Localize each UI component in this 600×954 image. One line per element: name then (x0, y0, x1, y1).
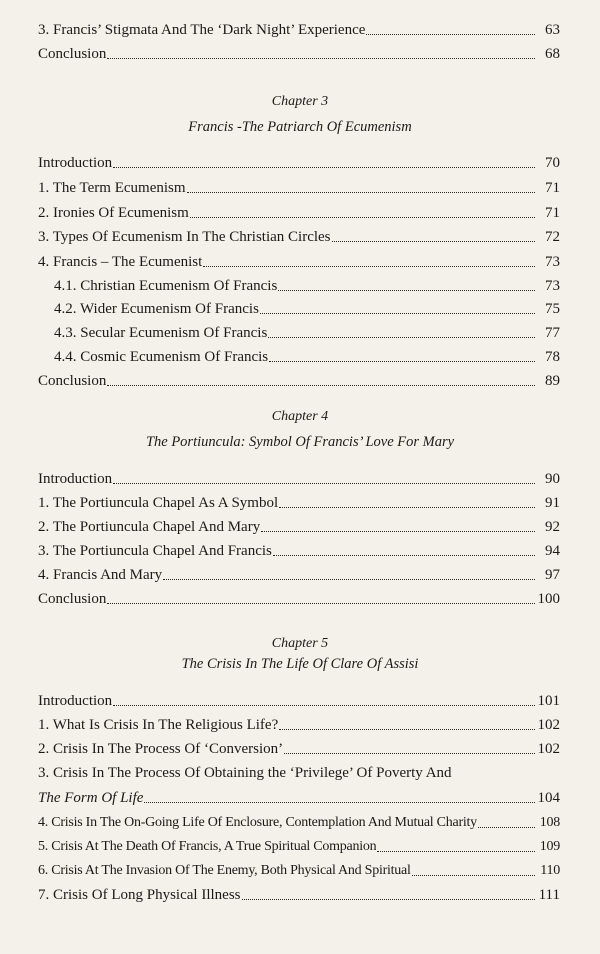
leader-dots (187, 191, 535, 193)
toc-entry (38, 692, 560, 710)
leader-dots (203, 265, 535, 267)
leader-dots (260, 312, 535, 314)
toc-entry-page: 102 (537, 717, 560, 733)
leader-dots (273, 554, 535, 556)
toc-entry (38, 470, 560, 488)
toc-entry (38, 494, 560, 512)
leader-dots (107, 384, 535, 386)
leader-dots (377, 850, 535, 852)
toc-entry (38, 886, 560, 904)
leader-dots (113, 166, 535, 168)
leader-dots (242, 898, 536, 900)
chapter-label: Chapter 3 (271, 94, 329, 109)
leader-dots (107, 57, 535, 59)
leader-dots (113, 482, 535, 484)
leader-dots (278, 289, 535, 291)
toc-entry-page: 71 (545, 180, 560, 196)
toc-entry-title: Conclusion (38, 373, 107, 389)
toc-entry-title: The Form Of Life (38, 790, 144, 806)
toc-entry-title: 4. Crisis In The On-Going Life Of Enclosure, Contemplation And Mutual Charity (38, 815, 477, 830)
chapter-title: Francis -The Patriarch Of Ecumenism (188, 119, 412, 135)
leader-dots (113, 704, 535, 706)
toc-entry-page: 89 (545, 373, 560, 389)
toc-entry-title: 3. The Portiuncula Chapel And Francis (38, 543, 272, 559)
toc-entry (38, 862, 560, 880)
leader-dots (284, 752, 535, 754)
toc-entry (38, 253, 560, 271)
toc-entry-title: 2. Ironies Of Ecumenism (38, 205, 189, 221)
toc-entry (38, 789, 560, 807)
toc-entry-title: 4.4. Cosmic Ecumenism Of Francis (54, 349, 269, 365)
toc-entry-page: 73 (545, 278, 560, 294)
leader-dots (478, 826, 535, 828)
toc-entry-page: 108 (539, 815, 560, 830)
toc-entry (38, 566, 560, 584)
toc-entry (38, 716, 560, 734)
toc-entry (38, 740, 560, 758)
toc-entry (38, 372, 560, 390)
toc-entry-page: 77 (545, 325, 560, 341)
toc-entry-title: 6. Crisis At The Invasion Of The Enemy, Both Physical And Spiritual (38, 863, 411, 878)
toc-entry (38, 228, 560, 246)
toc-entry-page: 73 (545, 254, 560, 270)
leader-dots (107, 602, 535, 604)
leader-dots (366, 33, 535, 35)
toc-entry-title: Introduction (38, 471, 113, 487)
leader-dots (332, 240, 535, 242)
leader-dots (269, 360, 535, 362)
toc-entry-title: Conclusion (38, 46, 107, 62)
toc-entry-title: 4.1. Christian Ecumenism Of Francis (54, 278, 278, 294)
toc-entry-page: 94 (545, 543, 560, 559)
chapter-title: The Portiuncula: Symbol Of Francis’ Love For Mary (145, 434, 455, 450)
toc-entry-page: 63 (545, 22, 560, 38)
toc-entry-title: 4. Francis And Mary (38, 567, 163, 583)
toc-entry (38, 838, 560, 856)
toc-entry-title: Conclusion (38, 591, 107, 607)
toc-entry (38, 814, 560, 832)
toc-entry-page: 75 (545, 301, 560, 317)
toc-entry-page: 110 (540, 863, 560, 878)
toc-entry (54, 300, 560, 318)
leader-dots (268, 336, 535, 338)
chapter-label: Chapter 5 (271, 636, 329, 651)
toc-entry-title: 4.3. Secular Ecumenism Of Francis (54, 325, 268, 341)
toc-entry (38, 590, 560, 608)
leader-dots (163, 578, 535, 580)
toc-entry-title: 5. Crisis At The Death Of Francis, A True Spiritual Companion (38, 839, 377, 854)
leader-dots (190, 216, 535, 218)
toc-entry (38, 154, 560, 172)
toc-entry (54, 277, 560, 295)
toc-entry-title: 4.2. Wider Ecumenism Of Francis (54, 301, 259, 317)
toc-entry-page: 68 (545, 46, 560, 62)
toc-entry-title: 3. Francis’ Stigmata And The ‘Dark Night’ Experience (38, 22, 366, 38)
toc-entry-title-line1: 3. Crisis In The Process Of Obtaining the ‘Privilege’ Of Poverty And (38, 765, 452, 781)
toc-entry-page: 90 (545, 471, 560, 487)
leader-dots (144, 801, 535, 803)
toc-entry-title: 2. The Portiuncula Chapel And Mary (38, 519, 261, 535)
toc-entry-title: 1. What Is Crisis In The Religious Life? (38, 717, 279, 733)
leader-dots (412, 874, 535, 876)
toc-entry-page: 111 (538, 887, 560, 903)
toc-entry-page: 102 (537, 741, 560, 757)
toc-entry-title: 1. The Term Ecumenism (38, 180, 186, 196)
toc-entry-title: 3. Types Of Ecumenism In The Christian Circles (38, 229, 331, 245)
toc-entry-page: 70 (545, 155, 560, 171)
toc-entry (38, 21, 560, 39)
toc-entry-page: 97 (545, 567, 560, 583)
leader-dots (279, 728, 535, 730)
toc-entry (54, 324, 560, 342)
toc-entry-title: Introduction (38, 155, 113, 171)
toc-entry-page: 101 (537, 693, 560, 709)
toc-entry-page: 109 (539, 839, 560, 854)
toc-entry-page: 71 (545, 205, 560, 221)
toc-entry (38, 518, 560, 536)
toc-entry-page: 78 (545, 349, 560, 365)
toc-entry (38, 45, 560, 63)
toc-entry (38, 542, 560, 560)
toc-entry-title: 7. Crisis Of Long Physical Illness (38, 887, 241, 903)
leader-dots (279, 506, 535, 508)
toc-entry-title: 2. Crisis In The Process Of ‘Conversion’ (38, 741, 284, 757)
toc-entry (54, 348, 560, 366)
toc-entry-title: 4. Francis – The Ecumenist (38, 254, 203, 270)
toc-entry (38, 204, 560, 222)
toc-entry-title: Introduction (38, 693, 113, 709)
toc-entry-page: 72 (545, 229, 560, 245)
toc-entry-page: 100 (537, 591, 560, 607)
toc-entry-page: 92 (545, 519, 560, 535)
toc-entry (38, 179, 560, 197)
leader-dots (261, 530, 535, 532)
chapter-title: The Crisis In The Life Of Clare Of Assisi (181, 656, 419, 672)
toc-entry-page: 91 (545, 495, 560, 511)
toc-entry-title: 1. The Portiuncula Chapel As A Symbol (38, 495, 279, 511)
chapter-label: Chapter 4 (271, 409, 329, 424)
toc-entry-page: 104 (537, 790, 560, 806)
